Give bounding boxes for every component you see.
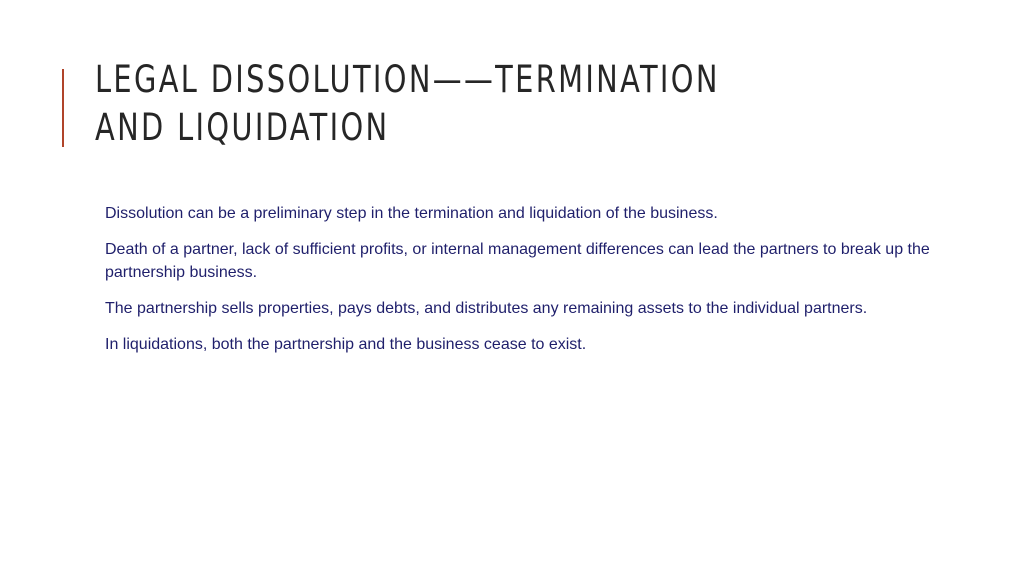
slide-title: LEGAL DISSOLUTION——TERMINATION AND LIQUIDATION (95, 58, 720, 149)
title-accent-bar (62, 69, 64, 147)
bullet-item: Dissolution can be a preliminary step in the termination and liquidation of the business. (105, 205, 718, 222)
bullet-item: The partnership sells properties, pays debts, and distributes any remaining assets to the individual partners. (105, 300, 868, 317)
bullet-list (105, 202, 945, 369)
bullet-item: In liquidations, both the partnership and the business cease to exist. (105, 336, 587, 353)
bullet-item: Death of a partner, lack of sufficient profits, or internal management differences can lead the partners to break up the partnership business. (105, 241, 930, 281)
